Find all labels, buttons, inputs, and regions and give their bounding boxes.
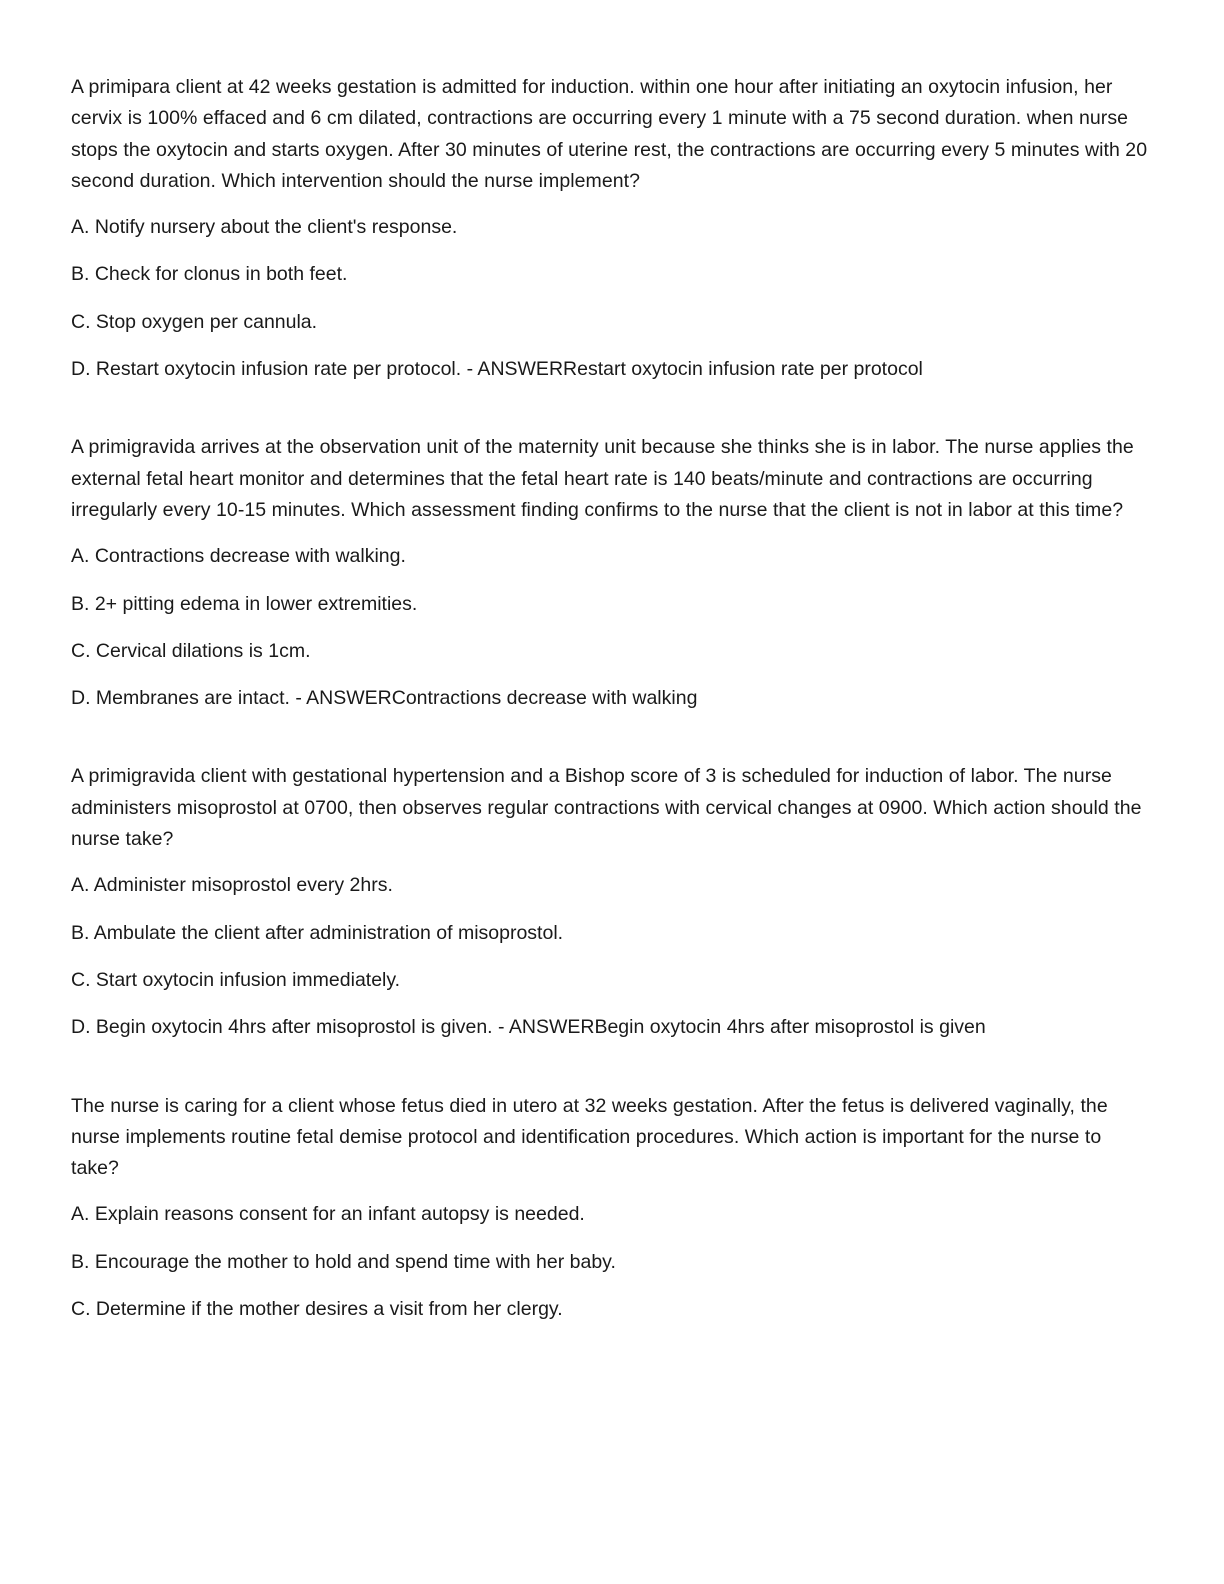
- answer-option-d: D. Restart oxytocin infusion rate per protocol. - ANSWERRestart oxytocin infusion rate per protocol: [71, 358, 923, 381]
- answer-option-d: D. Membranes are intact. - ANSWERContractions decrease with walking: [71, 687, 698, 710]
- answer-option-a: A. Administer misoprostol every 2hrs.: [71, 874, 393, 897]
- answer-option-b: B. Encourage the mother to hold and spend time with her baby.: [71, 1250, 616, 1273]
- answer-option-c: C. Start oxytocin infusion immediately.: [71, 968, 401, 991]
- answer-option-b: B. 2+ pitting edema in lower extremities.: [71, 592, 418, 615]
- answer-option-b: B. Check for clonus in both feet.: [71, 263, 348, 286]
- answer-option-c: C. Determine if the mother desires a visit from her clergy.: [71, 1298, 563, 1321]
- question-4: [71, 1091, 1151, 1326]
- answer-option-c: C. Cervical dilations is 1cm.: [71, 639, 311, 662]
- question-stem: A primigravida client with gestational hypertension and a Bishop score of 3 is scheduled for induction of labor. The nurse administers misoprostol at 0700, then observes regular contractions with cervical changes at 0900. Which action should the nurse take?: [71, 765, 1142, 851]
- question-2: [71, 432, 1151, 714]
- question-stem: The nurse is caring for a client whose fetus died in utero at 32 weeks gestation. After the fetus is delivered vaginally, the nurse implements routine fetal demise protocol and identification procedures. Which action is important for the nurse to take?: [71, 1094, 1108, 1180]
- answer-option-a: A. Explain reasons consent for an infant autopsy is needed.: [71, 1203, 585, 1226]
- question-stem: A primigravida arrives at the observation unit of the maternity unit because she thinks she is in labor. The nurse applies the external fetal heart monitor and determines that the fetal heart rate is 140 beats/minute and contractions are occurring irregularly every 10-15 minutes. Which assessment finding confirms to the nurse that the client is not in labor at this time?: [71, 436, 1134, 521]
- answer-option-a: A. Notify nursery about the client's response.: [71, 216, 458, 239]
- answer-option-c: C. Stop oxygen per cannula.: [71, 310, 318, 333]
- answer-option-b: B. Ambulate the client after administration of misoprostol.: [71, 921, 564, 944]
- question-3: [71, 761, 1151, 1043]
- question-stem: A primipara client at 42 weeks gestation is admitted for induction. within one hour after initiating an oxytocin infusion, her cervix is 100% effaced and 6 cm dilated, contractions are occurring every 1 minute with a 75 second duration. when nurse stops the oxytocin and starts oxygen. After 30 minutes of uterine rest, the contractions are occurring every 5 minutes with 20 second duration. Which intervention should the nurse implement?: [71, 76, 1148, 192]
- question-1: [71, 72, 1151, 385]
- answer-option-d: D. Begin oxytocin 4hrs after misoprostol is given. - ANSWERBegin oxytocin 4hrs after misoprostol is given: [71, 1016, 986, 1039]
- answer-option-a: A. Contractions decrease with walking.: [71, 545, 406, 568]
- document-page: [71, 72, 1151, 1372]
